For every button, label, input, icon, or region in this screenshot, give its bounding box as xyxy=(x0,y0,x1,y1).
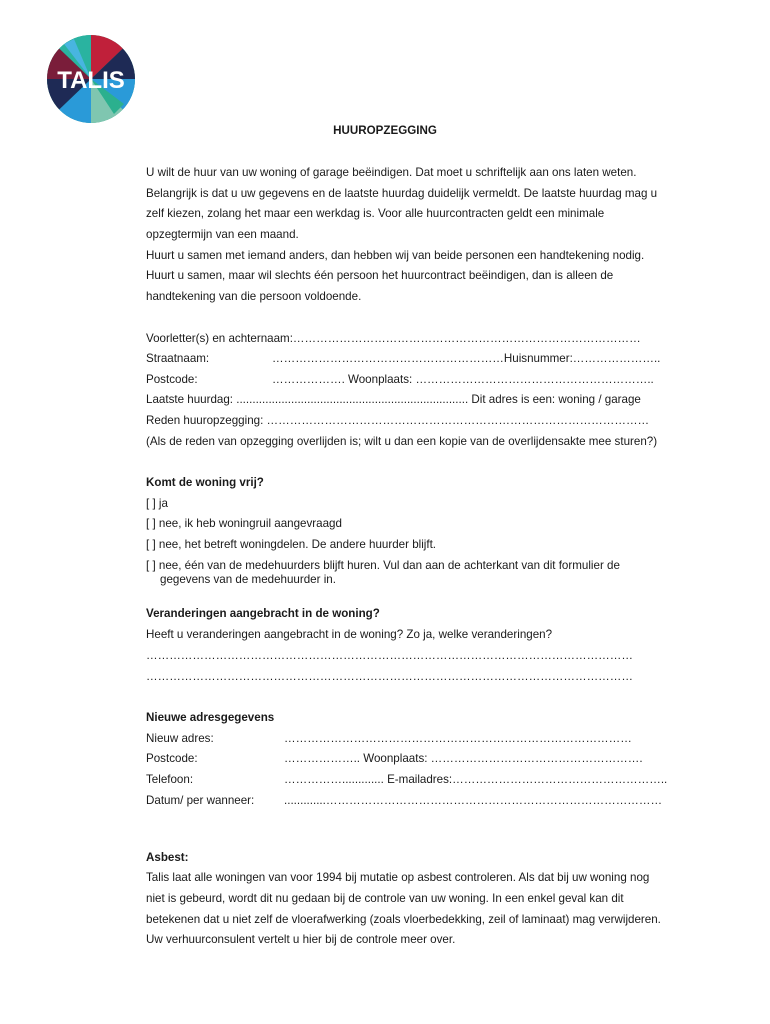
new-address-heading: Nieuwe adresgegevens xyxy=(146,711,275,724)
vacant-heading: Komt de woning vrij? xyxy=(146,476,264,489)
reason-note: (Als de reden van opzegging overlijden is; wilt u dan een kopie van de overlijdensakte mee sturen?) xyxy=(146,435,658,448)
phone-email-field[interactable]: ……………............. E-mailadres:……………………………………………….. xyxy=(284,773,668,786)
intro-line: Huurt u samen, maar wil slechts één persoon het huurcontract beëindigen, dan is alleen de xyxy=(146,269,614,282)
intro-line: zelf kiezen, zolang het maar een werkdag is. Voor alle huurcontracten geldt een minimale xyxy=(146,207,605,220)
vacant-option-sharing[interactable]: [ ] nee, het betreft woningdelen. De andere huurder blijft. xyxy=(146,538,437,551)
reason-field[interactable]: Reden huuropzegging: ……………………………………………………………………………………… xyxy=(146,414,650,427)
intro-line: opzegtermijn van een maand. xyxy=(146,228,299,241)
new-address-label: Nieuw adres: xyxy=(146,732,214,745)
intro-line: Huurt u samen met iemand anders, dan hebben wij van beide personen een handtekening nodig. xyxy=(146,249,645,262)
date-label: Datum/ per wanneer: xyxy=(146,794,255,807)
street-field[interactable]: ……………………………………………………Huisnummer:………………….. xyxy=(272,352,661,365)
name-field[interactable]: Voorletter(s) en achternaam:……………………………………………………………………………… xyxy=(146,332,641,345)
last-day-field[interactable]: Laatste huurdag: ........................................................................ Dit adres is een: woning / garage xyxy=(146,393,641,406)
postcode-label: Postcode: xyxy=(146,373,198,386)
new-address-field[interactable]: ……………………………………………………………………………… xyxy=(284,732,632,745)
street-label: Straatnaam: xyxy=(146,352,210,365)
changes-question: Heeft u veranderingen aangebracht in de woning? Zo ja, welke veranderingen? xyxy=(146,628,553,641)
intro-line: U wilt de huur van uw woning of garage beëindigen. Dat moet u schriftelijk aan ons laten weten. xyxy=(146,166,637,179)
postcode-field[interactable]: ………………. Woonplaats: …………………………………………………….. xyxy=(272,373,654,386)
logo-text: TALIS xyxy=(57,67,125,94)
intro-line: Belangrijk is dat u uw gegevens en de laatste huurdag duidelijk vermeldt. De laatste huurdag mag u xyxy=(146,187,658,200)
vacant-option-yes[interactable]: [ ] ja xyxy=(146,497,168,510)
asbestos-heading: Asbest: xyxy=(146,851,189,864)
talis-logo xyxy=(44,34,138,124)
vacant-option-swap[interactable]: [ ] nee, ik heb woningruil aangevraagd xyxy=(146,517,342,530)
new-postcode-label: Postcode: xyxy=(146,752,198,765)
vacant-option-cotenant-line2: gegevens van de medehuurder in. xyxy=(160,573,336,586)
date-field[interactable]: .............…………………………………………………………………………… xyxy=(284,794,663,807)
asbestos-line: Talis laat alle woningen van voor 1994 bij mutatie op asbest controleren. Als dat bij uw woning nog xyxy=(146,871,650,884)
changes-heading: Veranderingen aangebracht in de woning? xyxy=(146,607,380,620)
asbestos-line: Uw verhuurconsulent vertelt u hier bij de controle meer over. xyxy=(146,933,456,946)
page-title: HUUROPZEGGING xyxy=(333,124,437,137)
vacant-option-cotenant-line1: [ ] nee, één van de medehuurders blijft huren. Vul dan aan de achterkant van dit formulier de xyxy=(146,559,620,572)
asbestos-line: niet is gebeurd, wordt dit nu gedaan bij de controle van uw woning. In een enkel geval kan dit xyxy=(146,892,624,905)
phone-label: Telefoon: xyxy=(146,773,194,786)
intro-line: handtekening van die persoon voldoende. xyxy=(146,290,362,303)
changes-line-2[interactable]: ……………………………………………………………………………………………………………… xyxy=(146,670,633,683)
new-postcode-field[interactable]: ……………….. Woonplaats: ………………………………………………. xyxy=(284,752,643,765)
changes-line-1[interactable]: ……………………………………………………………………………………………………………… xyxy=(146,649,633,662)
asbestos-line: betekenen dat u niet zelf de vloerafwerking (zoals vloerbedekking, zeil of laminaat) mag verwijderen. xyxy=(146,913,661,926)
vacant-option-cotenant[interactable] xyxy=(146,559,686,587)
